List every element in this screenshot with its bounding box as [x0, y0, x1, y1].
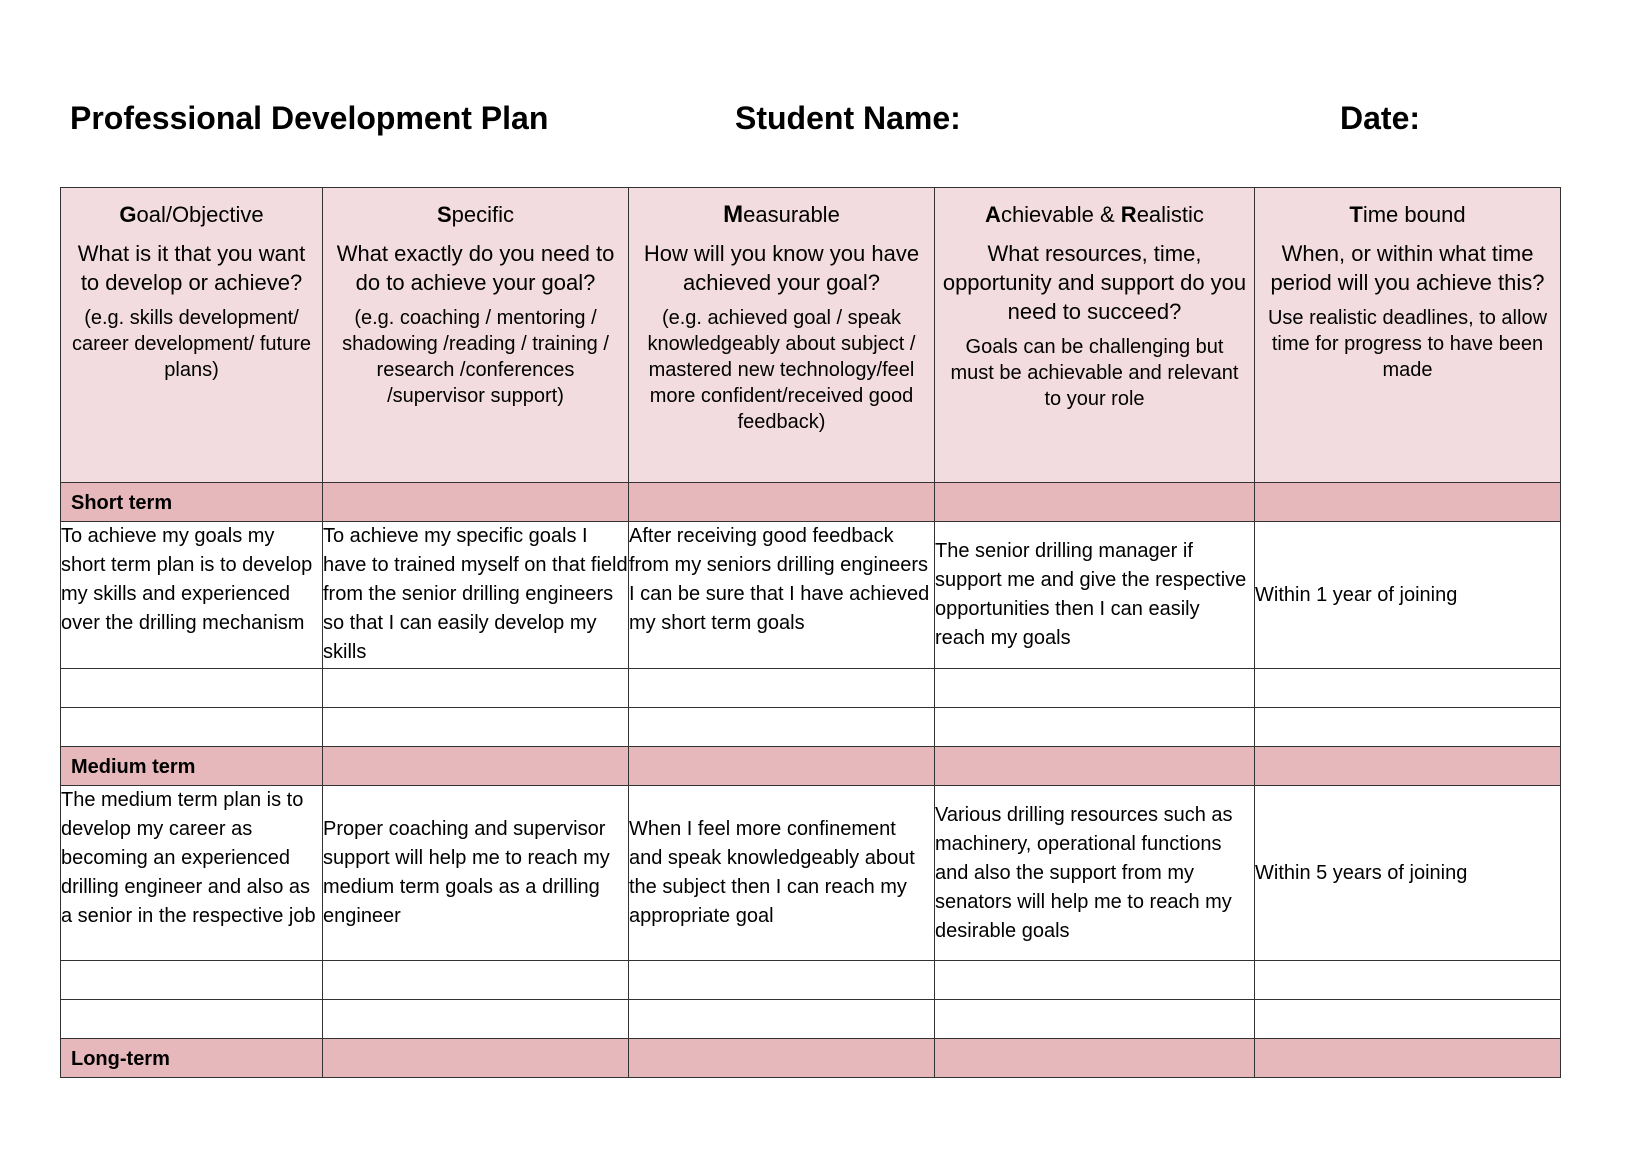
- student-name-label: Student Name:: [735, 100, 961, 136]
- medium-term-achievable-cell[interactable]: Various drilling resources such as machinery, operational functions and also the support from my senators will help me to reach my desirable goals: [935, 786, 1255, 961]
- header-time-bound-note: Use realistic deadlines, to allow time for progress to have been made: [1267, 307, 1548, 381]
- term-cell: [629, 483, 935, 522]
- empty-cell[interactable]: [629, 961, 935, 1000]
- header-measurable: [629, 188, 935, 483]
- medium-term-measurable-cell[interactable]: When I feel more confinement and speak knowledgeably about the subject then I can reach my appropriate goal: [629, 786, 935, 961]
- medium-term-specific-cell[interactable]: Proper coaching and supervisor support will help me to reach my medium term goals as a drilling engineer: [323, 786, 629, 961]
- header-specific-question: What exactly do you need to do to achieve your goal?: [336, 241, 615, 295]
- empty-cell[interactable]: [1255, 961, 1561, 1000]
- empty-cell[interactable]: [61, 669, 323, 708]
- header-specific-note: (e.g. coaching / mentoring / shadowing /reading / training / research /conferences /supervisor support): [342, 307, 609, 407]
- term-cell: [323, 1039, 629, 1078]
- empty-cell[interactable]: [935, 669, 1255, 708]
- header-achievable-note: Goals can be challenging but must be achievable and relevant to your role: [950, 336, 1239, 410]
- term-cell: [629, 1039, 935, 1078]
- term-cell: [323, 747, 629, 786]
- medium-term-time-cell[interactable]: Within 5 years of joining: [1255, 786, 1561, 961]
- header-goal: [61, 188, 323, 483]
- empty-cell[interactable]: [61, 1000, 323, 1039]
- empty-cell[interactable]: [323, 669, 629, 708]
- title-row: [70, 100, 1550, 150]
- empty-cell[interactable]: [323, 1000, 629, 1039]
- empty-cell[interactable]: [629, 708, 935, 747]
- empty-row[interactable]: [61, 669, 1561, 708]
- term-cell: [1255, 1039, 1561, 1078]
- header-time-bound-title: Time bound: [1349, 202, 1466, 227]
- empty-cell[interactable]: [323, 708, 629, 747]
- header-goal-title: Goal/Objective: [119, 202, 264, 227]
- empty-cell[interactable]: [323, 961, 629, 1000]
- empty-row[interactable]: [61, 1000, 1561, 1039]
- header-measurable-title: Measurable: [723, 201, 840, 228]
- long-term-row: [61, 1039, 1561, 1078]
- medium-term-row: [61, 747, 1561, 786]
- date-label: Date:: [1340, 100, 1421, 136]
- medium-term-goal-cell[interactable]: The medium term plan is to develop my career as becoming an experienced drilling engineer and also as a senior in the respective job: [61, 786, 323, 961]
- header-goal-note: (e.g. skills development/ career development/ future plans): [71, 307, 312, 381]
- header-time-bound-question: When, or within what time period will you achieve this?: [1270, 241, 1545, 295]
- empty-cell[interactable]: [1255, 708, 1561, 747]
- header-measurable-note: (e.g. achieved goal / speak knowledgeably about subject / mastered new technology/feel more confident/received good feedback): [647, 307, 916, 433]
- short-term-label: Short term: [71, 492, 173, 514]
- empty-cell[interactable]: [1255, 1000, 1561, 1039]
- short-term-achievable-cell[interactable]: The senior drilling manager if support me and give the respective opportunities then I can easily reach my goals: [935, 522, 1255, 669]
- term-cell: [1255, 747, 1561, 786]
- empty-row[interactable]: [61, 708, 1561, 747]
- header-time-bound: [1255, 188, 1561, 483]
- short-term-specific-cell[interactable]: To achieve my specific goals I have to trained myself on that field from the senior drilling engineers so that I can easily develop my skills: [323, 522, 629, 669]
- short-term-measurable-cell[interactable]: After receiving good feedback from my seniors drilling engineers I can be sure that I have achieved my short term goals: [629, 522, 935, 669]
- medium-term-label-cell: [61, 747, 323, 786]
- medium-term-content-row[interactable]: [61, 786, 1561, 961]
- term-cell: [1255, 483, 1561, 522]
- empty-cell[interactable]: [61, 961, 323, 1000]
- short-term-label-cell: [61, 483, 323, 522]
- empty-row[interactable]: [61, 961, 1561, 1000]
- short-term-row: [61, 483, 1561, 522]
- medium-term-label: Medium term: [71, 756, 196, 778]
- long-term-label-cell: [61, 1039, 323, 1078]
- term-cell: [935, 1039, 1255, 1078]
- header-specific: [323, 188, 629, 483]
- header-achievable-question: What resources, time, opportunity and support do you need to succeed?: [942, 241, 1247, 324]
- header-row: [61, 188, 1561, 483]
- short-term-time-cell[interactable]: Within 1 year of joining: [1255, 522, 1561, 669]
- empty-cell[interactable]: [61, 708, 323, 747]
- document-title: Professional Development Plan: [70, 100, 549, 136]
- empty-cell[interactable]: [1255, 669, 1561, 708]
- empty-cell[interactable]: [935, 1000, 1255, 1039]
- smart-goals-table: [60, 187, 1561, 1078]
- short-term-goal-cell[interactable]: To achieve my goals my short term plan is to develop my skills and experienced over the drilling mechanism: [61, 522, 323, 669]
- long-term-label: Long-term: [71, 1048, 170, 1070]
- header-achievable: [935, 188, 1255, 483]
- term-cell: [935, 483, 1255, 522]
- header-specific-title: Specific: [436, 202, 515, 227]
- empty-cell[interactable]: [935, 708, 1255, 747]
- empty-cell[interactable]: [935, 961, 1255, 1000]
- term-cell: [629, 747, 935, 786]
- term-cell: [935, 747, 1255, 786]
- empty-cell[interactable]: [629, 669, 935, 708]
- term-cell: [323, 483, 629, 522]
- short-term-content-row[interactable]: [61, 522, 1561, 669]
- header-achievable-title: Achievable & Realistic: [985, 202, 1204, 227]
- header-goal-question: What is it that you want to develop or achieve?: [77, 241, 306, 295]
- empty-cell[interactable]: [629, 1000, 935, 1039]
- header-measurable-question: How will you know you have achieved your goal?: [643, 241, 920, 295]
